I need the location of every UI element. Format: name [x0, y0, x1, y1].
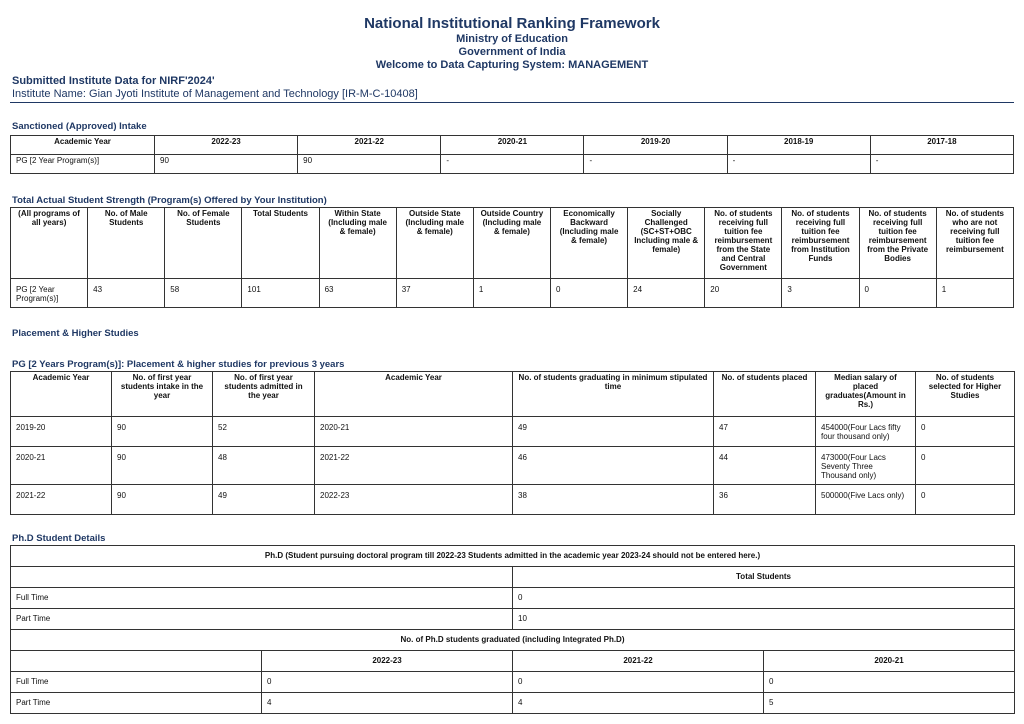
intake-header: 2018-19 — [727, 136, 870, 155]
strength-header: Economically Backward (Including male & female) — [550, 208, 627, 279]
placement-cell: 90 — [112, 417, 213, 447]
placement-header: No. of students selected for Higher Studies — [916, 372, 1015, 417]
intake-cell: PG [2 Year Program(s)] — [11, 155, 155, 174]
phd-table — [10, 545, 1015, 651]
strength-header: No. of students receiving full tuition fee reimbursement from the State and Central Government — [705, 208, 782, 279]
phd-row-value: 10 — [513, 609, 1015, 630]
intake-cell: - — [584, 155, 727, 174]
government-line: Government of India — [458, 46, 566, 58]
placement-header: No. of first year students admitted in the year — [213, 372, 315, 417]
strength-cell: 24 — [628, 279, 705, 308]
phd-grad-empty-cell — [11, 651, 262, 672]
intake-cell: 90 — [155, 155, 298, 174]
welcome-line: Welcome to Data Capturing System: MANAGEMENT — [375, 59, 649, 71]
phd-title: Ph.D Student Details — [12, 533, 106, 544]
phd-year-header: 2022-23 — [262, 651, 513, 672]
phd-grad-cell: 0 — [513, 672, 764, 693]
strength-header: (All programs of all years) — [11, 208, 88, 279]
phd-grad-cell: 4 — [513, 693, 764, 714]
strength-table — [10, 207, 1014, 308]
placement-header: No. of first year students intake in the year — [112, 372, 213, 417]
placement-title: Placement & Higher Studies — [12, 328, 139, 339]
phd-row-label: Part Time — [11, 609, 513, 630]
placement-cell: 90 — [112, 485, 213, 515]
divider — [10, 102, 1014, 103]
strength-cell: 63 — [319, 279, 396, 308]
placement-cell: 36 — [714, 485, 816, 515]
placement-table — [10, 371, 1015, 515]
placement-cell: 2019-20 — [11, 417, 112, 447]
strength-header: Total Students — [242, 208, 319, 279]
placement-cell: 0 — [916, 447, 1015, 485]
strength-header: Socially Challenged (SC+ST+OBC Including male & female) — [628, 208, 705, 279]
intake-header: 2022-23 — [155, 136, 298, 155]
placement-cell: 52 — [213, 417, 315, 447]
strength-cell: 1 — [936, 279, 1013, 308]
strength-cell: 3 — [782, 279, 859, 308]
intake-header: 2019-20 — [584, 136, 727, 155]
strength-cell: 37 — [396, 279, 473, 308]
placement-cell: 90 — [112, 447, 213, 485]
placement-cell: 473000(Four Lacs Seventy Three Thousand only) — [816, 447, 916, 485]
placement-cell: 2020-21 — [315, 417, 513, 447]
strength-cell: 101 — [242, 279, 319, 308]
intake-header: 2020-21 — [441, 136, 584, 155]
strength-header: No. of students receiving full tuition fee reimbursement from Institution Funds — [782, 208, 859, 279]
placement-cell: 47 — [714, 417, 816, 447]
phd-total-header: Total Students — [513, 567, 1015, 588]
placement-cell: 38 — [513, 485, 714, 515]
phd-grad-cell: 0 — [764, 672, 1015, 693]
institute-name: Institute Name: Gian Jyoti Institute of Management and Technology [IR-M-C-10408] — [12, 88, 418, 100]
phd-grad-label: Part Time — [11, 693, 262, 714]
strength-cell: 0 — [550, 279, 627, 308]
placement-header: No. of students graduating in minimum stipulated time — [513, 372, 714, 417]
intake-header: Academic Year — [11, 136, 155, 155]
intake-table — [10, 135, 1014, 174]
phd-caption: Ph.D (Student pursuing doctoral program till 2022-23 Students admitted in the academic year 2023-24 should not be entered here.) — [11, 546, 1015, 567]
placement-cell: 49 — [513, 417, 714, 447]
placement-cell: 2021-22 — [315, 447, 513, 485]
phd-grad-cell: 4 — [262, 693, 513, 714]
intake-cell: - — [441, 155, 584, 174]
placement-header: Academic Year — [11, 372, 112, 417]
strength-header: No. of students receiving full tuition fee reimbursement from the Private Bodies — [859, 208, 936, 279]
strength-header: No. of students who are not receiving full tuition fee reimbursement — [936, 208, 1013, 279]
page-title: National Institutional Ranking Framework — [364, 15, 660, 32]
placement-cell: 44 — [714, 447, 816, 485]
placement-header: No. of students placed — [714, 372, 816, 417]
intake-cell: - — [870, 155, 1013, 174]
placement-header: Academic Year — [315, 372, 513, 417]
phd-grad-cell: 0 — [262, 672, 513, 693]
strength-header: Outside Country (Including male & female) — [473, 208, 550, 279]
phd-year-header: 2020-21 — [764, 651, 1015, 672]
placement-header: Median salary of placed graduates(Amount in Rs.) — [816, 372, 916, 417]
submitted-heading: Submitted Institute Data for NIRF'2024' — [12, 75, 215, 87]
strength-cell: 1 — [473, 279, 550, 308]
phd-row-label: Full Time — [11, 588, 513, 609]
intake-title: Sanctioned (Approved) Intake — [12, 121, 147, 132]
phd-graduated-table — [10, 650, 1015, 714]
phd-grad-label: Full Time — [11, 672, 262, 693]
intake-cell: 90 — [298, 155, 441, 174]
placement-cell: 46 — [513, 447, 714, 485]
strength-header: Within State (Including male & female) — [319, 208, 396, 279]
phd-grad-cell: 5 — [764, 693, 1015, 714]
placement-subtitle: PG [2 Years Program(s)]: Placement & higher studies for previous 3 years — [12, 359, 345, 370]
placement-cell: 2022-23 — [315, 485, 513, 515]
placement-cell: 0 — [916, 485, 1015, 515]
strength-header: No. of Female Students — [165, 208, 242, 279]
phd-empty-cell — [11, 567, 513, 588]
placement-cell: 49 — [213, 485, 315, 515]
placement-cell: 500000(Five Lacs only) — [816, 485, 916, 515]
intake-cell: - — [727, 155, 870, 174]
ministry-line: Ministry of Education — [456, 33, 568, 45]
phd-graduated-caption: No. of Ph.D students graduated (including Integrated Ph.D) — [11, 630, 1015, 651]
strength-cell: 58 — [165, 279, 242, 308]
strength-cell: 20 — [705, 279, 782, 308]
intake-header: 2017-18 — [870, 136, 1013, 155]
strength-header: Outside State (Including male & female) — [396, 208, 473, 279]
placement-cell: 2021-22 — [11, 485, 112, 515]
placement-cell: 48 — [213, 447, 315, 485]
phd-year-header: 2021-22 — [513, 651, 764, 672]
strength-header: No. of Male Students — [88, 208, 165, 279]
strength-title: Total Actual Student Strength (Program(s) Offered by Your Institution) — [12, 195, 327, 206]
placement-cell: 454000(Four Lacs fifty four thousand only) — [816, 417, 916, 447]
strength-cell: PG [2 Year Program(s)] — [11, 279, 88, 308]
strength-cell: 43 — [88, 279, 165, 308]
placement-cell: 2020-21 — [11, 447, 112, 485]
phd-row-value: 0 — [513, 588, 1015, 609]
placement-cell: 0 — [916, 417, 1015, 447]
intake-header: 2021-22 — [298, 136, 441, 155]
strength-cell: 0 — [859, 279, 936, 308]
